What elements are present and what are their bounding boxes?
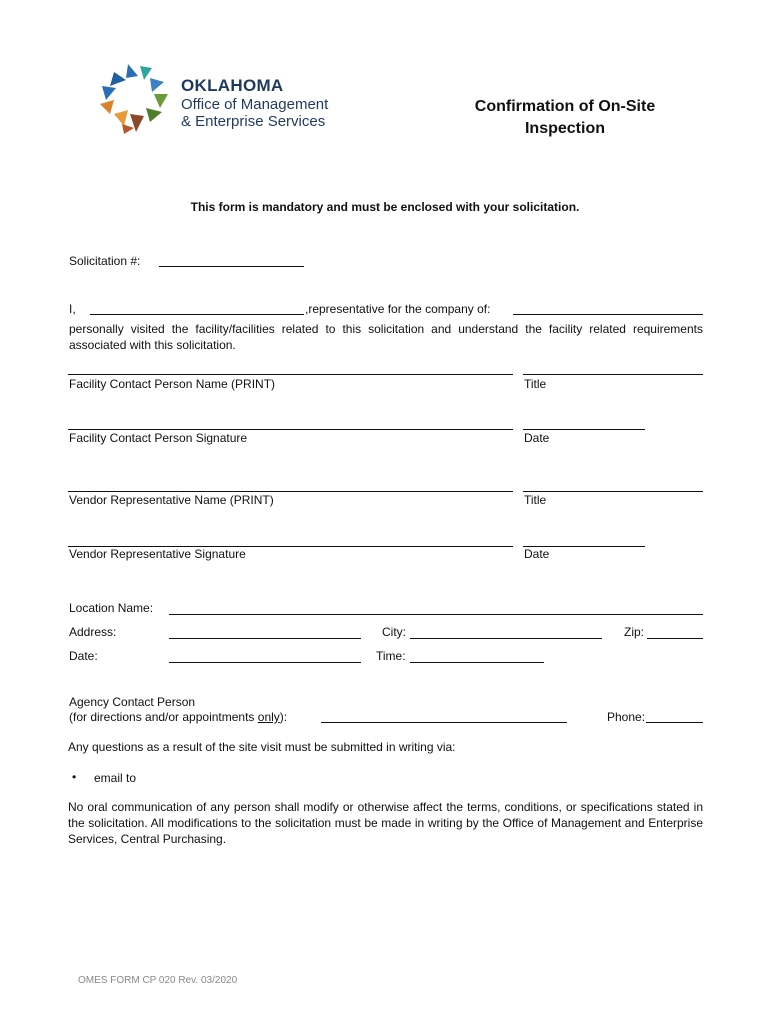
- facility-signature-field[interactable]: [68, 429, 513, 430]
- title-line-2: Inspection: [524, 120, 605, 137]
- address-field[interactable]: [169, 638, 361, 639]
- facility-date-field[interactable]: [523, 429, 645, 430]
- document-title: [440, 96, 690, 140]
- vendor-title-field[interactable]: [523, 491, 703, 492]
- vendor-title-label: Title: [524, 493, 547, 507]
- agency-directions-label: [69, 710, 287, 724]
- only-underlined: only: [257, 710, 280, 724]
- vendor-signature-label: Vendor Representative Signature: [69, 547, 246, 561]
- zip-label: Zip:: [624, 625, 645, 639]
- form-footer: OMES FORM CP 020 Rev. 03/2020: [78, 975, 238, 986]
- time-field[interactable]: [410, 662, 544, 663]
- vendor-name-label: Vendor Representative Name (PRINT): [69, 493, 274, 507]
- facility-name-field[interactable]: [68, 374, 513, 375]
- time-label: Time:: [376, 649, 406, 663]
- facility-signature-label: Facility Contact Person Signature: [69, 431, 248, 445]
- email-item: email to: [94, 771, 137, 785]
- directions-suffix: ):: [279, 710, 288, 724]
- date-label: Date:: [69, 649, 98, 663]
- city-field[interactable]: [410, 638, 602, 639]
- facility-title-label: Title: [524, 377, 547, 391]
- logo-line-1: Office of Management: [181, 96, 329, 113]
- visit-statement: personally visited the facility/facilities related to this solicitation and understand the facility related requirements associated with this solicitation.: [69, 322, 703, 352]
- facility-name-label: Facility Contact Person Name (PRINT): [69, 377, 276, 391]
- zip-field[interactable]: [647, 638, 703, 639]
- facility-title-field[interactable]: [523, 374, 703, 375]
- vendor-date-label: Date: [524, 547, 550, 561]
- date-field[interactable]: [169, 662, 361, 663]
- representative-name-field[interactable]: [90, 314, 304, 315]
- mandatory-notice: This form is mandatory and must be enclosed with your solicitation.: [190, 200, 580, 214]
- solicitation-label: Solicitation #:: [69, 254, 141, 268]
- agency-contact-label: Agency Contact Person: [69, 695, 196, 709]
- phone-label: Phone:: [607, 710, 646, 724]
- location-name-label: Location Name:: [69, 601, 154, 615]
- representative-text: ,representative for the company of:: [305, 302, 491, 316]
- closing-paragraph: No oral communication of any person shall modify or otherwise affect the terms, conditions, or specifications stated in the solicitation. All modifications to the solicitation must be made in writing by the Office of Management and Enterprise Services, Central Purchasing.: [68, 800, 703, 846]
- questions-text: Any questions as a result of the site visit must be submitted in writing via:: [68, 740, 456, 754]
- directions-prefix: (for directions and/or appointments: [69, 710, 258, 724]
- bullet-icon: •: [72, 770, 77, 784]
- i-label: I,: [69, 302, 76, 316]
- company-name-field[interactable]: [513, 314, 703, 315]
- vendor-name-field[interactable]: [68, 491, 513, 492]
- solicitation-number-field[interactable]: [159, 266, 304, 267]
- agency-contact-field[interactable]: [321, 722, 567, 723]
- phone-field[interactable]: [646, 722, 703, 723]
- logo-name: OKLAHOMA: [181, 76, 284, 95]
- city-label: City:: [382, 625, 406, 639]
- address-label: Address:: [69, 625, 117, 639]
- location-name-field[interactable]: [169, 614, 703, 615]
- facility-date-label: Date: [524, 431, 550, 445]
- logo-line-2: & Enterprise Services: [181, 113, 326, 130]
- title-line-1: Confirmation of On-Site: [474, 98, 656, 115]
- omes-logo-icon: [100, 64, 172, 136]
